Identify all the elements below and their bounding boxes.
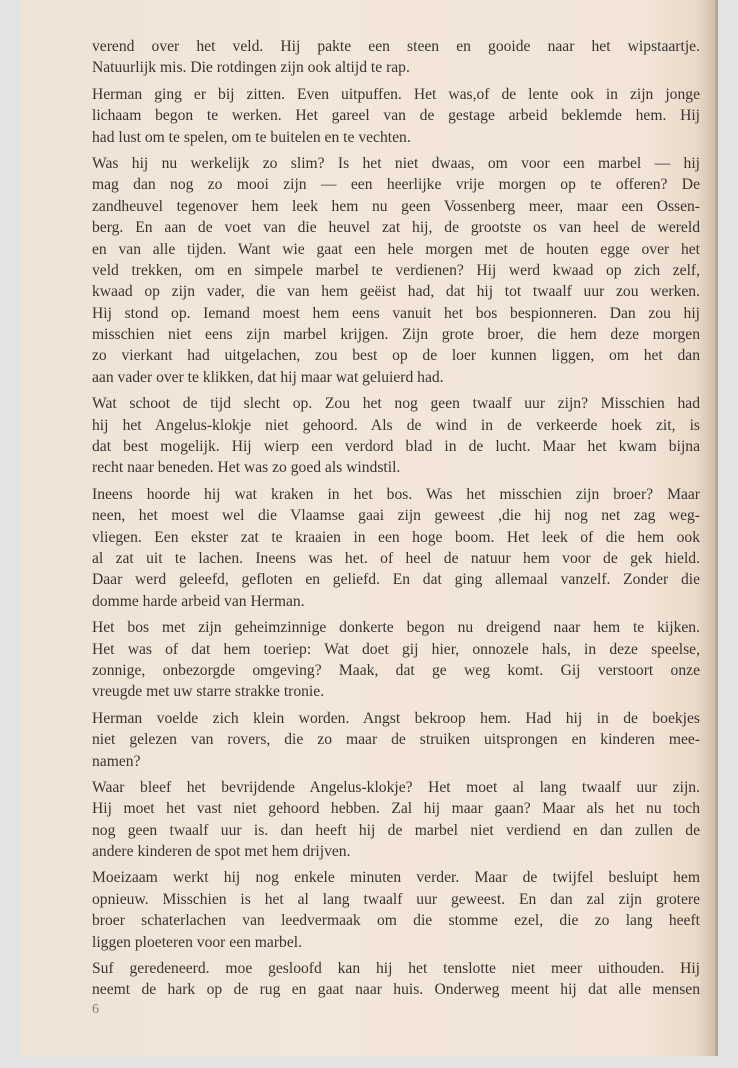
- text-line: Suf geredeneerd. moe gesloofd kan hij het tenslotte niet meer uithouden. Hij: [92, 960, 700, 978]
- paragraph: [92, 84, 700, 148]
- text-line: vliegen. Een ekster zat te kraaien in een hoge boom. Het leek of die hem ook: [92, 528, 700, 546]
- text-line: broer schaterlachen van leedvermaak om die stomme ezel, die zo lang heeft: [92, 912, 700, 930]
- text-line: had lust om te spelen, om te buitelen en te vechten.: [92, 128, 411, 146]
- text-line: niet gelezen van rovers, die zo maar de struiken uitsprongen en kinderen mee-: [92, 731, 700, 749]
- paragraph: [92, 777, 700, 863]
- text-line: Natuurlijk mis. Die rotdingen zijn ook altijd te rap.: [92, 59, 410, 77]
- text-line: en van alle tijden. Want wie gaat een hele morgen met de houten egge over het: [92, 240, 700, 258]
- text-line: veld trekken, om en simpele marbel te verdienen? Hij werd kwaad op zich zelf,: [92, 261, 700, 279]
- text-line: Herman voelde zich klein worden. Angst bekroop hem. Had hij in de boekjes: [92, 709, 700, 727]
- body-text: [92, 36, 700, 1006]
- text-line: Was hij nu werkelijk zo slim? Is het niet dwaas, om voor een marbel — hij: [92, 154, 700, 172]
- text-line: Herman ging er bij zitten. Even uitpuffen. Het was,of de lente ook in zijn jonge: [92, 85, 700, 103]
- page-number: 6: [92, 1002, 99, 1017]
- text-line: Moeizaam werkt hij nog enkele minuten verder. Maar de twijfel besluipt hem: [92, 869, 700, 887]
- paragraph: [92, 153, 700, 388]
- text-line: kwaad op zijn vader, die van hem geëist had, dat hij tot twaalf uur zou werken.: [92, 283, 700, 301]
- text-line: dat best mogelijk. Hij wierp een verdord blad in de lucht. Maar het kwam bijna: [92, 438, 700, 456]
- text-line: domme harde arbeid van Herman.: [92, 592, 305, 610]
- paragraph: [92, 708, 700, 772]
- text-line: neemt de hark op de rug en gaat naar huis. Onderweg meent hij dat alle mensen: [92, 981, 700, 999]
- text-line: misschien niet eens zijn marbel krijgen. Zijn grote broer, die hem deze morgen: [92, 326, 700, 344]
- text-line: Daar werd geleefd, gefloten en geliefd. En dat ging allemaal vanzelf. Zonder die: [92, 571, 700, 589]
- text-line: zonnige, onbezorgde omgeving? Maak, dat ge weg komt. Gij verstoort onze: [92, 661, 700, 679]
- text-line: lichaam begon te werken. Het gareel van de gestage arbeid beklemde hem. Hij: [92, 107, 700, 125]
- paragraph: [92, 867, 700, 953]
- paragraph: [92, 393, 700, 479]
- text-line: namen?: [92, 752, 141, 770]
- text-line: al zat uit te lachen. Ineens was het. of heel de natuur hem voor de gek hield.: [92, 549, 700, 567]
- text-line: Wat schoot de tijd slecht op. Zou het nog geen twaalf uur zijn? Misschien had: [92, 395, 700, 413]
- text-line: berg. En aan de voet van die heuvel zat hij, de grootste os van heel de wereld: [92, 219, 700, 237]
- text-line: liggen ploeteren voor een marbel.: [92, 933, 302, 951]
- text-line: Het was of dat hem toeriep: Wat doet gij hier, onnozele hals, in deze speelse,: [92, 640, 700, 658]
- text-line: recht naar beneden. Het was zo goed als windstil.: [92, 459, 401, 477]
- text-line: aan vader over te klikken, dat hij maar wat geluierd had.: [92, 368, 444, 386]
- text-line: vreugde met uw starre strakke tronie.: [92, 683, 325, 701]
- book-page: [20, 0, 718, 1056]
- text-line: Waar bleef het bevrijdende Angelus-klokje? Het moet al lang twaalf uur zijn.: [92, 778, 700, 796]
- text-line: zo vierkant had uitgelachen, zou best op de loer kunnen liggen, om het dan: [92, 347, 700, 365]
- text-line: neen, het moest wel die Vlaamse gaai zijn geweest ,die hij nog net zag weg-: [92, 507, 700, 525]
- text-line: Het bos met zijn geheimzinnige donkerte begon nu dreigend naar hem te kijken.: [92, 619, 700, 637]
- text-line: zandheuvel tegenover hem leek hem nu geen Vossenberg meer, maar een Ossen-: [92, 197, 700, 215]
- text-line: Ineens hoorde hij wat kraken in het bos. Was het misschien zijn broer? Maar: [92, 485, 700, 503]
- text-line: andere kinderen de spot met hem drijven.: [92, 843, 351, 861]
- paragraph: [92, 617, 700, 703]
- text-line: hij het Angelus-klokje niet gehoord. Als de wind in de verkeerde hoek zit, is: [92, 416, 700, 434]
- text-line: Hij moet het vast niet gehoord hebben. Zal hij maar gaan? Maar als het nu toch: [92, 800, 700, 818]
- text-line: Hij stond op. Iemand moest hem eens vanuit het bos bespionneren. Dan zou hij: [92, 304, 700, 322]
- paragraph: [92, 484, 700, 612]
- paragraph: [92, 36, 700, 79]
- text-line: verend over het veld. Hij pakte een steen en gooide naar het wipstaartje.: [92, 38, 700, 55]
- text-line: mag dan nog zo mooi zijn — een heerlijke vrije morgen op te offeren? De: [92, 176, 700, 194]
- paragraph: [92, 958, 700, 1001]
- text-line: opnieuw. Misschien is het al lang twaalf uur geweest. En dan zal zijn grotere: [92, 890, 700, 908]
- text-line: nog geen twaalf uur is. dan heeft hij de marbel niet verdiend en dan zullen de: [92, 821, 700, 839]
